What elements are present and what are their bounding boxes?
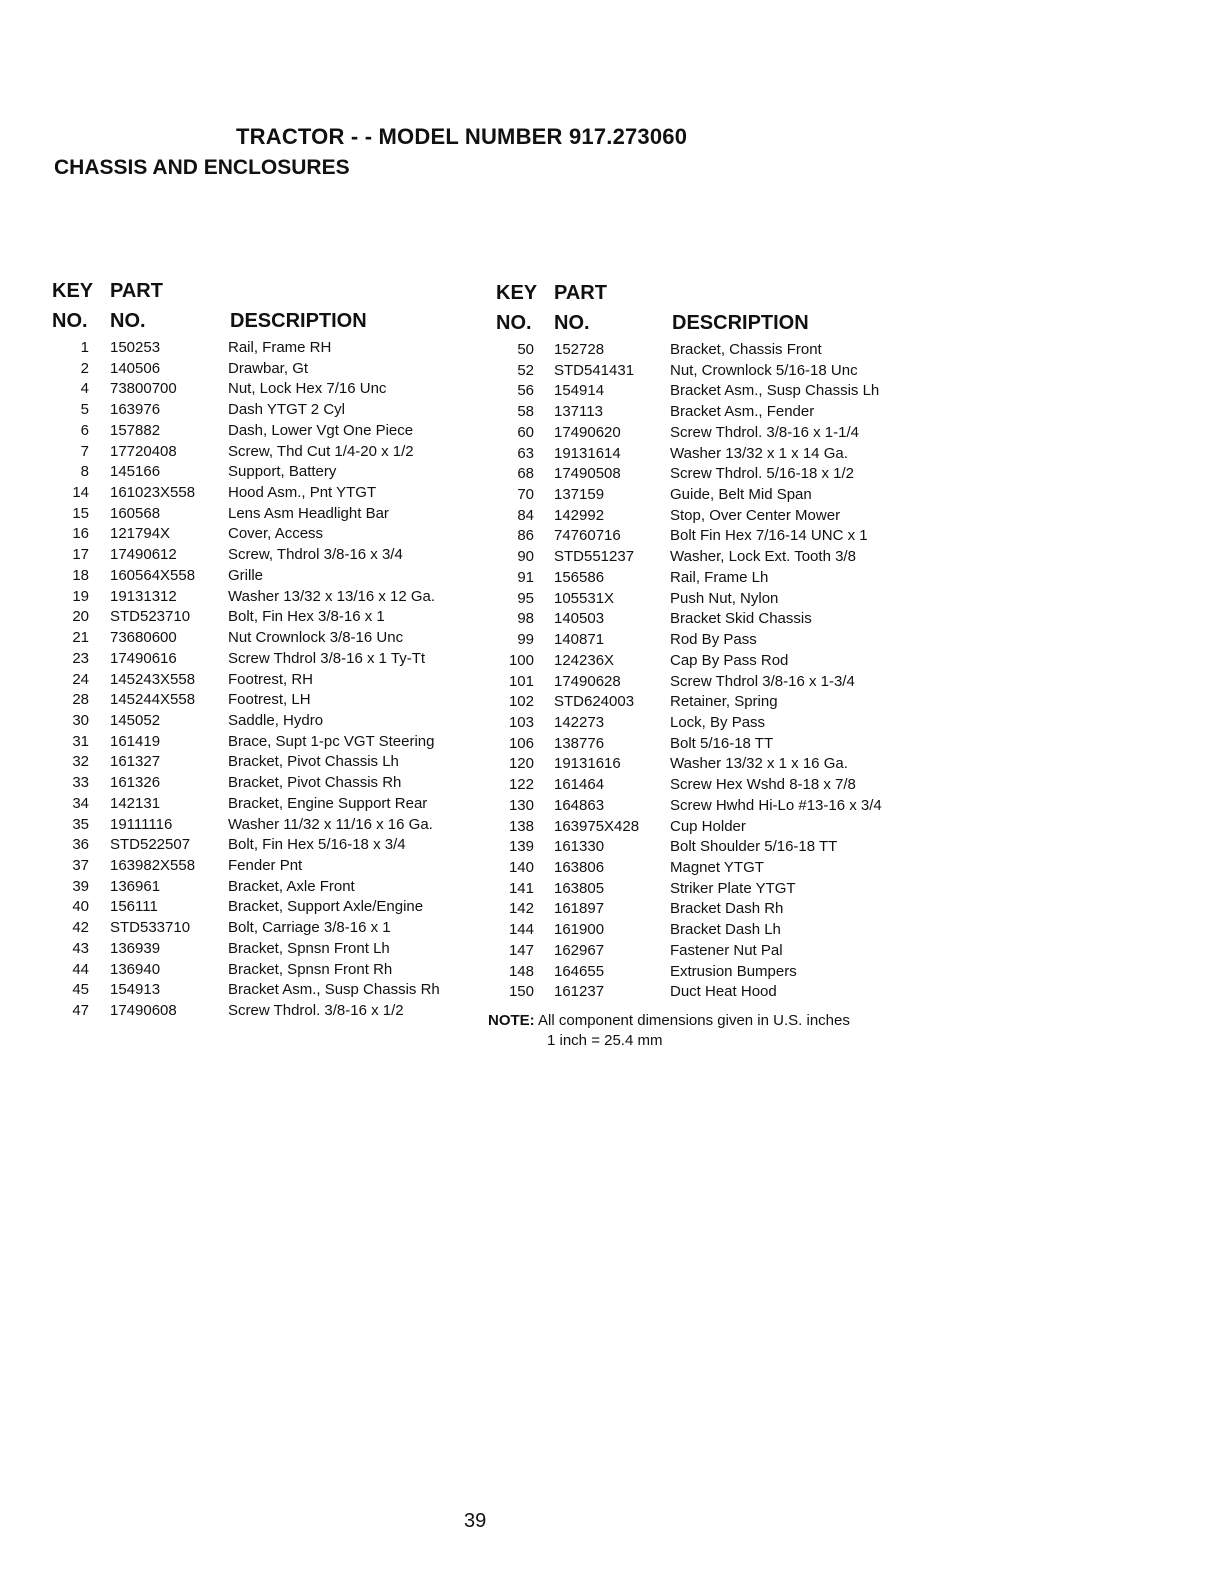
part-description: Bracket Dash Lh	[670, 921, 781, 939]
part-header-line2: NO.	[110, 310, 146, 332]
table-row	[52, 483, 472, 504]
table-body	[52, 338, 472, 1022]
part-header-line2: NO.	[554, 312, 590, 334]
part-description: Magnet YTGT	[670, 858, 764, 876]
part-description: Guide, Belt Mid Span	[670, 486, 812, 504]
part-no: 163976	[110, 401, 161, 419]
part-header-line1: PART	[110, 280, 163, 302]
part-description: Cap By Pass Rod	[670, 651, 789, 669]
part-description: Washer 13/32 x 1 x 16 Ga.	[670, 755, 848, 773]
part-description: Striker Plate YTGT	[670, 879, 796, 897]
part-description: Bracket, Pivot Chassis Lh	[228, 753, 399, 771]
table-row	[52, 566, 472, 587]
key-no: 32	[72, 753, 89, 771]
key-no: 60	[517, 423, 534, 441]
part-description: Screw Thdrol. 3/8-16 x 1/2	[228, 1002, 404, 1019]
key-no: 106	[508, 734, 534, 752]
table-row	[492, 899, 912, 920]
part-description: Dash, Lower Vgt One Piece	[228, 421, 414, 439]
key-no: 47	[72, 1002, 89, 1019]
table-row	[52, 587, 472, 608]
table-body	[492, 340, 912, 1003]
table-row	[52, 732, 472, 753]
table-row	[492, 361, 912, 382]
table-row	[52, 504, 472, 525]
table-row	[492, 713, 912, 734]
table-row	[492, 754, 912, 775]
part-no: 142131	[110, 794, 161, 812]
key-no: 37	[72, 856, 89, 874]
part-description: Retainer, Spring	[670, 693, 778, 711]
table-row	[492, 589, 912, 610]
part-no: 161900	[554, 921, 605, 939]
table-row	[52, 545, 472, 566]
part-description: Screw Hex Wshd 8-18 x 7/8	[670, 776, 856, 794]
part-description: Cup Holder	[670, 817, 746, 835]
key-no: 16	[72, 525, 89, 543]
part-no: 17490616	[110, 649, 177, 667]
table-row	[52, 524, 472, 545]
key-no: 18	[72, 566, 89, 584]
key-no: 42	[72, 919, 89, 937]
table-row	[492, 485, 912, 506]
description-header: DESCRIPTION	[672, 312, 809, 334]
table-row	[492, 630, 912, 651]
table-row	[492, 672, 912, 693]
key-no: 58	[517, 403, 534, 421]
part-description: Bracket, Spnsn Front Lh	[228, 939, 390, 957]
part-no: 137113	[554, 403, 603, 421]
part-description: Saddle, Hydro	[228, 711, 324, 729]
part-description: Fastener Nut Pal	[670, 941, 783, 959]
part-description: Bolt 5/16-18 TT	[670, 734, 774, 752]
part-no: 17490608	[110, 1002, 177, 1019]
part-no: 19131312	[110, 587, 177, 605]
part-description: Washer 13/32 x 1 x 14 Ga.	[670, 444, 848, 462]
part-description: Bracket, Chassis Front	[670, 341, 822, 358]
part-description: Dash YTGT 2 Cyl	[228, 401, 345, 419]
key-no: 148	[508, 962, 534, 980]
key-no: 21	[72, 629, 89, 647]
key-no: 24	[72, 670, 89, 688]
part-description: Duct Heat Hood	[670, 983, 777, 1001]
part-no: 164863	[554, 796, 605, 814]
part-no: 140871	[554, 631, 605, 649]
key-no: 19	[72, 587, 89, 605]
part-no: STD541431	[554, 361, 635, 379]
part-description: Washer 13/32 x 13/16 x 12 Ga.	[228, 587, 436, 605]
part-no: 140503	[554, 610, 605, 628]
table-row	[52, 918, 472, 939]
table-row	[492, 651, 912, 672]
key-no: 50	[517, 341, 534, 358]
table-row	[492, 879, 912, 900]
part-description: Screw Thdrol. 5/16-18 x 1/2	[670, 465, 854, 483]
table-row	[52, 711, 472, 732]
key-no: 45	[72, 981, 89, 999]
part-header-line1: PART	[554, 282, 607, 304]
part-no: 121794X	[110, 525, 171, 543]
key-no: 34	[72, 794, 89, 812]
part-description: Lock, By Pass	[670, 713, 766, 731]
part-no: STD533710	[110, 919, 191, 937]
part-no: 161897	[554, 900, 605, 918]
key-no: 150	[508, 983, 534, 1001]
key-header-line2: NO.	[496, 312, 532, 334]
part-no: 163805	[554, 879, 605, 897]
key-no: 43	[72, 939, 89, 957]
table-row	[492, 817, 912, 838]
part-no: 161023X558	[110, 484, 196, 502]
table-row	[492, 734, 912, 755]
key-no: 140	[508, 858, 534, 876]
part-description: Screw Thdrol. 3/8-16 x 1-1/4	[670, 423, 859, 441]
part-no: 105531X	[554, 589, 615, 607]
part-no: 163806	[554, 858, 605, 876]
part-no: 17720408	[110, 442, 177, 460]
key-no: 99	[517, 631, 534, 649]
part-no: 74760716	[554, 527, 621, 545]
part-no: 154913	[110, 981, 161, 999]
key-no: 33	[72, 774, 89, 792]
key-no: 139	[508, 838, 534, 856]
key-no: 1	[80, 339, 89, 356]
part-description: Lens Asm Headlight Bar	[228, 504, 389, 522]
note-label: NOTE:	[488, 1012, 535, 1029]
parts-table-right	[492, 282, 912, 1003]
table-row	[492, 340, 912, 361]
part-no: 73800700	[110, 380, 177, 398]
key-no: 17	[72, 546, 89, 564]
part-no: 160564X558	[110, 566, 196, 584]
part-no: 145243X558	[110, 670, 196, 688]
part-no: 19131616	[554, 755, 621, 773]
part-description: Bracket Dash Rh	[670, 900, 784, 918]
table-row	[52, 379, 472, 400]
key-no: 35	[72, 815, 89, 833]
table-row	[52, 856, 472, 877]
table-row	[492, 982, 912, 1003]
table-row	[492, 547, 912, 568]
table-row	[492, 920, 912, 941]
key-no: 39	[72, 877, 89, 895]
key-no: 44	[72, 960, 89, 978]
parts-table-left	[52, 280, 472, 1022]
key-no: 14	[72, 484, 89, 502]
table-row	[492, 423, 912, 444]
key-no: 86	[517, 527, 534, 545]
table-row	[492, 381, 912, 402]
note-conversion: 1 inch = 25.4 mm	[547, 1032, 663, 1049]
table-row	[52, 897, 472, 918]
key-no: 100	[508, 651, 534, 669]
table-row	[492, 402, 912, 423]
table-row	[52, 773, 472, 794]
part-no: 138776	[554, 734, 605, 752]
table-row	[52, 939, 472, 960]
part-no: 19111116	[110, 815, 173, 833]
part-description: Nut Crownlock 3/8-16 Unc	[228, 629, 404, 647]
part-no: 124236X	[554, 651, 615, 669]
part-no: 163975X428	[554, 817, 640, 835]
part-description: Rod By Pass	[670, 631, 757, 649]
part-no: 150253	[110, 339, 161, 356]
part-description: Rail, Frame Lh	[670, 568, 769, 586]
part-description: Push Nut, Nylon	[670, 589, 779, 607]
part-description: Bracket Asm., Fender	[670, 403, 815, 421]
key-no: 68	[517, 465, 534, 483]
part-no: 17490612	[110, 546, 177, 564]
part-description: Footrest, RH	[228, 670, 314, 688]
table-row	[52, 877, 472, 898]
key-no: 130	[508, 796, 534, 814]
part-no: 140506	[110, 359, 161, 377]
part-description: Bracket, Support Axle/Engine	[228, 898, 424, 916]
part-description: Screw Thdrol 3/8-16 x 1 Ty-Tt	[228, 649, 426, 667]
table-row	[492, 568, 912, 589]
key-no: 63	[517, 444, 534, 462]
table-row	[492, 526, 912, 547]
part-no: 19131614	[554, 444, 621, 462]
key-no: 28	[72, 691, 89, 709]
part-no: 152728	[554, 341, 605, 358]
part-no: 161327	[110, 753, 161, 771]
part-description: Washer, Lock Ext. Tooth 3/8	[670, 548, 856, 566]
part-no: 145166	[110, 463, 161, 481]
key-no: 103	[508, 713, 534, 731]
table-row	[492, 506, 912, 527]
part-description: Hood Asm., Pnt YTGT	[228, 484, 377, 502]
key-no: 56	[517, 382, 534, 400]
part-no: 17490508	[554, 465, 621, 483]
table-row	[492, 858, 912, 879]
part-no: STD522507	[110, 836, 191, 854]
key-no: 70	[517, 486, 534, 504]
table-row	[52, 400, 472, 421]
section-title: CHASSIS AND ENCLOSURES	[54, 156, 350, 179]
key-no: 2	[80, 359, 89, 377]
part-no: 161419	[110, 732, 161, 750]
part-description: Nut, Lock Hex 7/16 Unc	[228, 380, 387, 398]
table-row	[492, 941, 912, 962]
part-description: Stop, Over Center Mower	[670, 506, 841, 524]
table-row	[52, 649, 472, 670]
part-no: 17490628	[554, 672, 621, 690]
part-description: Bolt, Carriage 3/8-16 x 1	[228, 919, 391, 937]
part-description: Bracket, Engine Support Rear	[228, 794, 428, 812]
part-description: Bracket Skid Chassis	[670, 610, 812, 628]
key-no: 91	[517, 568, 534, 586]
key-no: 15	[72, 504, 89, 522]
part-description: Drawbar, Gt	[228, 359, 309, 377]
note-text: All component dimensions given in U.S. inches	[538, 1012, 850, 1029]
part-no: 163982X558	[110, 856, 196, 874]
key-no: 144	[508, 921, 534, 939]
part-no: 164655	[554, 962, 605, 980]
part-description: Footrest, LH	[228, 691, 311, 709]
part-description: Bolt Fin Hex 7/16-14 UNC x 1	[670, 527, 868, 545]
part-no: 73680600	[110, 629, 177, 647]
table-row	[52, 462, 472, 483]
part-no: 136940	[110, 960, 161, 978]
key-no: 8	[80, 463, 89, 481]
table-row	[492, 444, 912, 465]
table-row	[52, 359, 472, 380]
part-description: Bracket, Pivot Chassis Rh	[228, 774, 402, 792]
key-no: 147	[508, 941, 534, 959]
key-no: 6	[80, 421, 89, 439]
part-no: 145052	[110, 711, 161, 729]
part-description: Bracket Asm., Susp Chassis Lh	[670, 382, 880, 400]
part-description: Screw, Thdrol 3/8-16 x 3/4	[228, 546, 403, 564]
key-no: 101	[508, 672, 534, 690]
key-no: 141	[508, 879, 534, 897]
part-no: 142992	[554, 506, 605, 524]
part-description: Cover, Access	[228, 525, 324, 543]
key-no: 98	[517, 610, 534, 628]
part-no: 154914	[554, 382, 605, 400]
table-row	[52, 670, 472, 691]
key-no: 4	[80, 380, 89, 398]
table-row	[52, 752, 472, 773]
table-row	[52, 794, 472, 815]
description-header: DESCRIPTION	[230, 310, 367, 332]
table-row	[52, 628, 472, 649]
key-no: 23	[72, 649, 89, 667]
key-no: 40	[72, 898, 89, 916]
part-description: Fender Pnt	[228, 856, 303, 874]
part-description: Screw Thdrol 3/8-16 x 1-3/4	[670, 672, 855, 690]
table-header	[492, 282, 912, 340]
part-no: 161326	[110, 774, 161, 792]
table-row	[492, 775, 912, 796]
part-description: Support, Battery	[228, 463, 337, 481]
document-title: TRACTOR - - MODEL NUMBER 917.273060	[236, 124, 688, 149]
part-description: Extrusion Bumpers	[670, 962, 797, 980]
part-no: 160568	[110, 504, 161, 522]
page-number: 39	[464, 1510, 487, 1532]
key-no: 20	[72, 608, 89, 626]
table-row	[492, 464, 912, 485]
part-description: Bolt, Fin Hex 5/16-18 x 3/4	[228, 836, 406, 854]
part-no: 162967	[554, 941, 605, 959]
table-row	[52, 607, 472, 628]
key-no: 5	[80, 401, 89, 419]
table-row	[52, 835, 472, 856]
part-no: 161330	[554, 838, 605, 856]
key-no: 90	[517, 548, 534, 566]
key-no: 7	[80, 442, 89, 460]
key-no: 138	[508, 817, 534, 835]
part-no: 161237	[554, 983, 605, 1001]
key-no: 95	[517, 589, 534, 607]
part-no: 156586	[554, 568, 605, 586]
part-no: 137159	[554, 486, 605, 504]
part-no: 156111	[110, 898, 158, 916]
part-description: Brace, Supt 1-pc VGT Steering	[228, 732, 435, 750]
part-description: Screw, Thd Cut 1/4-20 x 1/2	[228, 442, 414, 460]
part-description: Bolt, Fin Hex 3/8-16 x 1	[228, 608, 385, 626]
table-row	[492, 837, 912, 858]
part-description: Nut, Crownlock 5/16-18 Unc	[670, 361, 858, 379]
key-no: 31	[72, 732, 89, 750]
key-no: 84	[517, 506, 534, 524]
key-no: 36	[72, 836, 89, 854]
part-description: Bracket Asm., Susp Chassis Rh	[228, 981, 440, 999]
table-row	[492, 692, 912, 713]
part-no: 136961	[110, 877, 161, 895]
key-header-line1: KEY	[52, 280, 94, 302]
table-row	[492, 609, 912, 630]
key-no: 122	[508, 776, 534, 794]
key-header-line2: NO.	[52, 310, 88, 332]
part-description: Screw Hwhd Hi-Lo #13-16 x 3/4	[670, 796, 882, 814]
part-no: 136939	[110, 939, 161, 957]
table-header	[52, 280, 472, 338]
part-no: STD551237	[554, 548, 635, 566]
key-header-line1: KEY	[496, 282, 538, 304]
dimension-note	[488, 1011, 850, 1049]
part-no: 17490620	[554, 423, 621, 441]
table-row	[492, 962, 912, 983]
table-row	[52, 442, 472, 463]
part-description: Bracket, Spnsn Front Rh	[228, 960, 393, 978]
table-row	[492, 796, 912, 817]
table-row	[52, 421, 472, 442]
part-no: 161464	[554, 776, 605, 794]
table-row	[52, 980, 472, 1001]
part-description: Bracket, Axle Front	[228, 877, 355, 895]
part-no: STD624003	[554, 693, 635, 711]
key-no: 102	[508, 693, 534, 711]
table-row	[52, 815, 472, 836]
key-no: 30	[72, 711, 89, 729]
key-no: 142	[508, 900, 534, 918]
table-row	[52, 338, 472, 359]
part-description: Washer 11/32 x 11/16 x 16 Ga.	[228, 815, 433, 833]
table-row	[52, 1001, 472, 1022]
key-no: 52	[517, 361, 534, 379]
part-no: 145244X558	[110, 691, 196, 709]
part-no: STD523710	[110, 608, 191, 626]
part-no: 157882	[110, 421, 161, 439]
key-no: 120	[508, 755, 534, 773]
part-description: Rail, Frame RH	[228, 339, 332, 356]
table-row	[52, 960, 472, 981]
part-description: Grille	[228, 566, 264, 584]
table-row	[52, 690, 472, 711]
part-description: Bolt Shoulder 5/16-18 TT	[670, 838, 838, 856]
part-no: 142273	[554, 713, 605, 731]
